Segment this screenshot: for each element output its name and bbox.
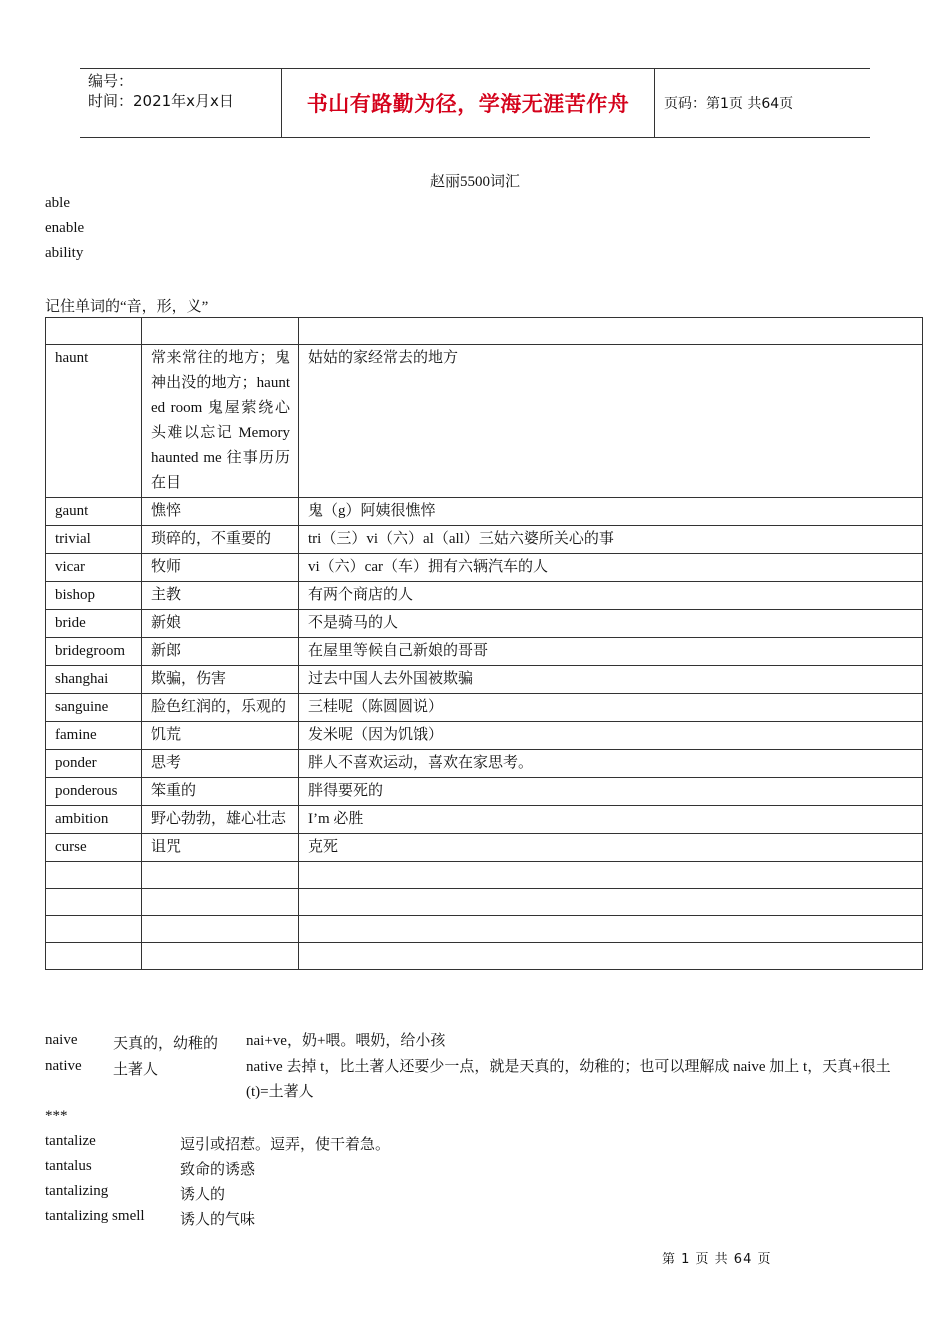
word-cell: shanghai	[46, 666, 142, 694]
table-row	[46, 806, 923, 834]
table-row	[46, 862, 923, 889]
tip-cell	[299, 943, 923, 970]
meaning-cell: 新娘	[142, 610, 299, 638]
tantal-word: tantalize	[45, 1133, 96, 1149]
table-row	[46, 610, 923, 638]
pair-tip: native 去掉 t，比土著人还要少一点，就是天真的，幼稚的；也可以理解成 naive 加上 t，天真+很土(t)=土著人	[246, 1059, 891, 1100]
vocabulary-table	[45, 317, 923, 970]
word-cell	[46, 862, 142, 889]
tip-cell: 鬼（g）阿姨很憔悴	[299, 498, 923, 526]
table-row	[46, 694, 923, 722]
intro-word: able	[45, 195, 70, 211]
tip-cell: vi（六）car（车）拥有六辆汽车的人	[299, 554, 923, 582]
tip-cell: 胖得要死的	[299, 778, 923, 806]
tip-cell	[299, 318, 923, 345]
meaning-cell: 欺骗，伤害	[142, 666, 299, 694]
word-cell: bishop	[46, 582, 142, 610]
table-row	[46, 498, 923, 526]
table-row	[46, 750, 923, 778]
table-row	[46, 916, 923, 943]
intro-word: enable	[45, 220, 85, 236]
tip-cell	[299, 916, 923, 943]
meaning-cell: 饥荒	[142, 722, 299, 750]
tip-cell: 三桂呢（陈圆圆说）	[299, 694, 923, 722]
tantal-meaning: 致命的诱惑	[180, 1162, 256, 1178]
meaning-cell	[142, 943, 299, 970]
meaning-cell: 琐碎的，不重要的	[142, 526, 299, 554]
table-row	[46, 834, 923, 862]
tantal-word: tantalus	[45, 1158, 92, 1174]
meaning-cell: 脸色红润的，乐观的	[142, 694, 299, 722]
word-cell: bride	[46, 610, 142, 638]
tip-cell	[299, 889, 923, 916]
tip-cell: tri（三）vi（六）al（all）三姑六婆所关心的事	[299, 526, 923, 554]
table-row	[46, 526, 923, 554]
memory-note: 记住单词的“音，形，义”	[45, 299, 209, 315]
tip-cell	[299, 862, 923, 889]
meaning-cell: 主教	[142, 582, 299, 610]
word-cell: curse	[46, 834, 142, 862]
meaning-cell	[142, 916, 299, 943]
tip-cell: 发米呢（因为饥饿）	[299, 722, 923, 750]
word-cell: gaunt	[46, 498, 142, 526]
meaning-cell	[142, 318, 299, 345]
meaning-cell: 新郎	[142, 638, 299, 666]
pair-word: naive	[45, 1032, 78, 1048]
word-cell: trivial	[46, 526, 142, 554]
header-left	[88, 71, 278, 111]
intro-word: ability	[45, 245, 84, 261]
word-cell: haunt	[46, 345, 142, 498]
tantal-meaning: 诱人的	[180, 1187, 226, 1203]
word-cell: ponder	[46, 750, 142, 778]
word-cell	[46, 943, 142, 970]
meaning-cell: 憔悴	[142, 498, 299, 526]
table-row	[46, 318, 923, 345]
page-header	[80, 68, 870, 138]
tip-cell: 不是骑马的人	[299, 610, 923, 638]
word-cell: bridegroom	[46, 638, 142, 666]
table-row	[46, 778, 923, 806]
meaning-cell: 常来常往的地方；鬼神出没的地方；haunted room 鬼屋萦绕心头难以忘记 Memory haunted me 往事历历在目	[142, 345, 299, 498]
table-row	[46, 638, 923, 666]
tip-cell: 姑姑的家经常去的地方	[299, 345, 923, 498]
table-row	[46, 666, 923, 694]
pair-meaning: 天真的，幼稚的	[113, 1036, 219, 1052]
header-motto: 书山有路勤为径，学海无涯苦作舟	[281, 69, 655, 137]
meaning-cell	[142, 862, 299, 889]
tip-cell: 有两个商店的人	[299, 582, 923, 610]
table-row	[46, 345, 923, 498]
pair-tip: nai+ve，奶+喂。喂奶，给小孩	[246, 1033, 446, 1049]
meaning-cell: 笨重的	[142, 778, 299, 806]
word-cell	[46, 318, 142, 345]
word-cell	[46, 916, 142, 943]
table-row	[46, 943, 923, 970]
meaning-cell: 诅咒	[142, 834, 299, 862]
pair-word: native	[45, 1058, 82, 1074]
meaning-cell: 思考	[142, 750, 299, 778]
tip-cell: 克死	[299, 834, 923, 862]
meaning-cell: 牧师	[142, 554, 299, 582]
header-page-info: 页码：第1页 共64页	[664, 96, 794, 112]
document-title: 赵丽5500词汇	[429, 174, 520, 190]
tip-cell: 胖人不喜欢运动，喜欢在家思考。	[299, 750, 923, 778]
tantal-meaning: 诱人的气味	[180, 1212, 256, 1228]
time-label: 时间：2021年x月x日	[88, 92, 234, 110]
table-row	[46, 582, 923, 610]
page-footer: 第 1 页 共 64 页	[662, 1252, 772, 1267]
word-cell: famine	[46, 722, 142, 750]
word-cell: ambition	[46, 806, 142, 834]
separator: ***	[45, 1108, 68, 1124]
tip-cell: 在屋里等候自己新娘的哥哥	[299, 638, 923, 666]
word-cell: sanguine	[46, 694, 142, 722]
pair-meaning: 土著人	[113, 1062, 159, 1078]
tantal-word: tantalizing smell	[45, 1208, 145, 1224]
meaning-cell: 野心勃勃，雄心壮志	[142, 806, 299, 834]
table-row	[46, 889, 923, 916]
tip-cell: I’m 必胜	[299, 806, 923, 834]
tantal-meaning: 逗引或招惹。逗弄，使干着急。	[180, 1137, 391, 1153]
tip-cell: 过去中国人去外国被欺骗	[299, 666, 923, 694]
word-cell	[46, 889, 142, 916]
table-row	[46, 722, 923, 750]
number-label: 编号：	[88, 72, 134, 90]
word-cell: ponderous	[46, 778, 142, 806]
tantal-word: tantalizing	[45, 1183, 109, 1199]
word-cell: vicar	[46, 554, 142, 582]
table-row	[46, 554, 923, 582]
meaning-cell	[142, 889, 299, 916]
